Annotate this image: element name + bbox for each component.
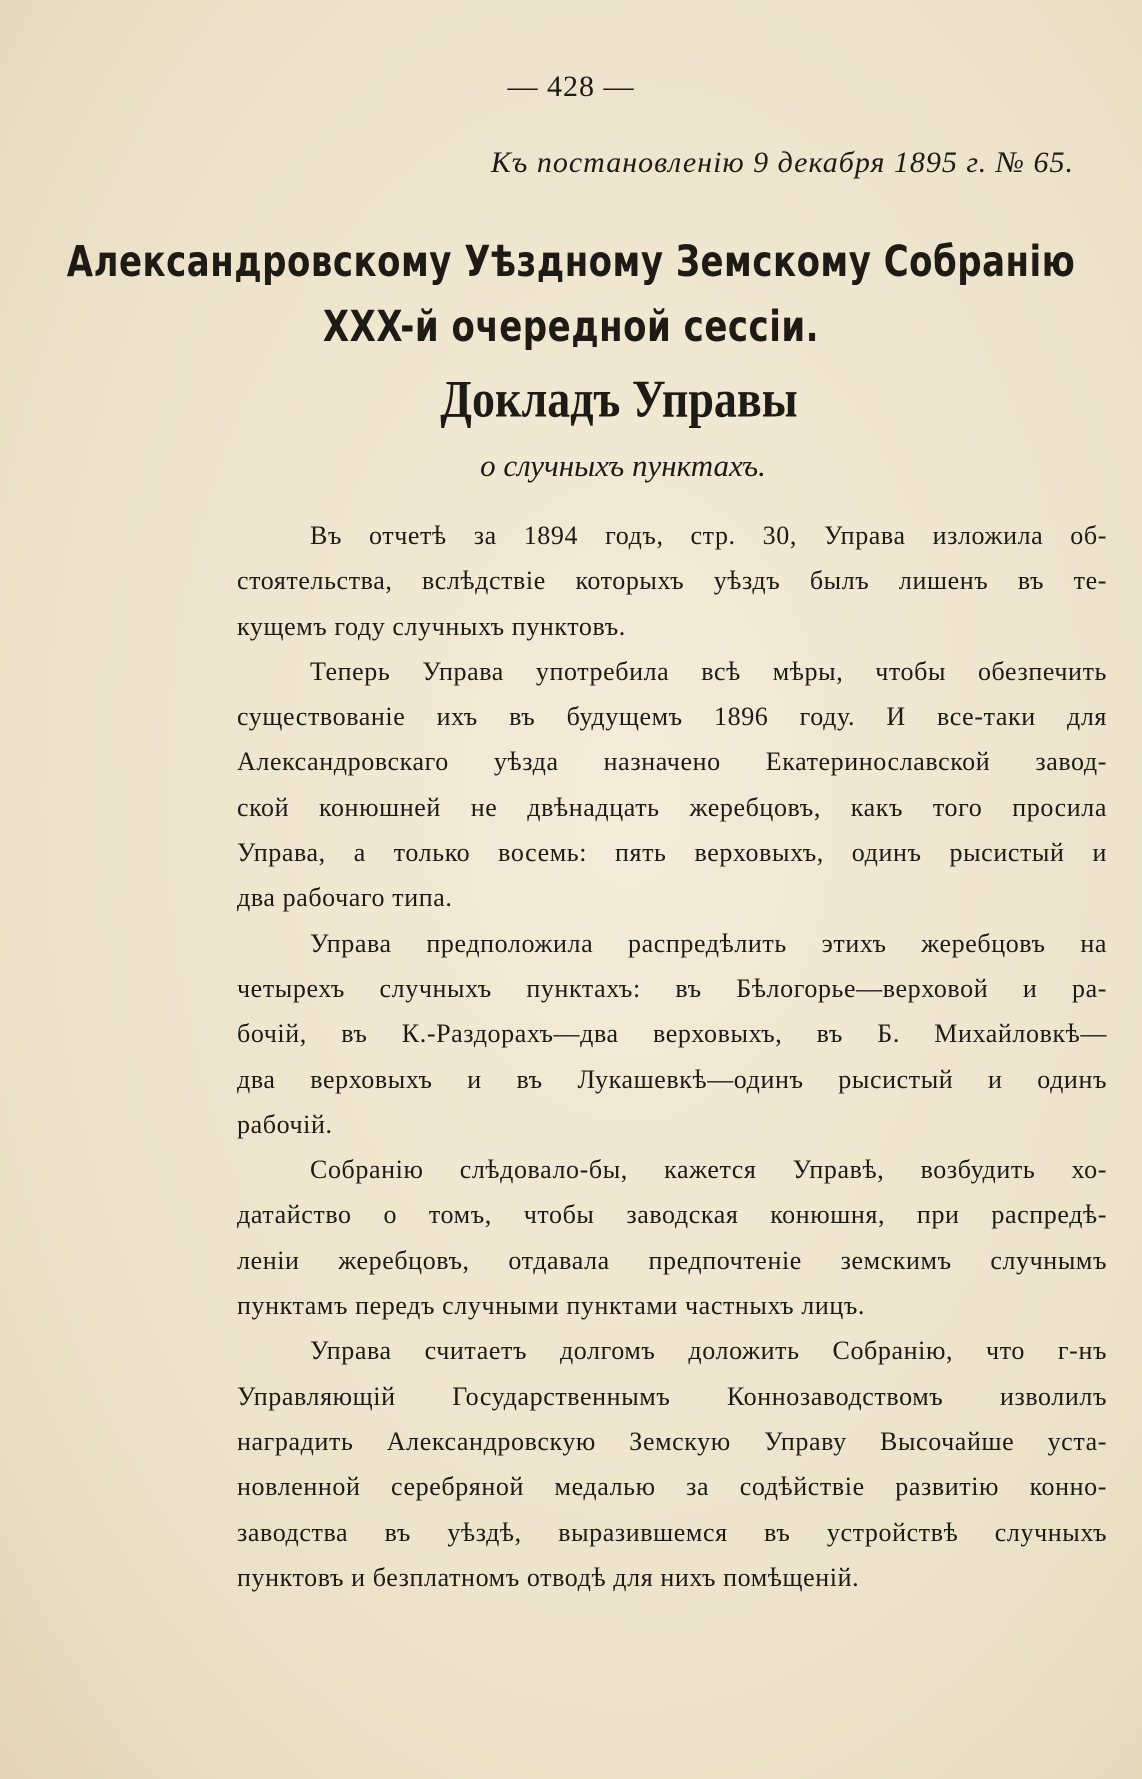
text-line: Въ отчетѣ за 1894 годъ, стр. 30, Управа изложила об- (310, 521, 1107, 550)
text-line: стоятельства, вслѣдствіе которыхъ уѣздъ былъ лишенъ въ те- (237, 566, 1107, 596)
heading-session: XXX-й очередной сессіи. (322, 302, 820, 352)
text-line: существованіе ихъ въ будущемъ 1896 году. И все-таки для (237, 702, 1107, 732)
text-line: Александровскаго уѣзда назначено Екатеринославской завод- (237, 747, 1107, 777)
text-line: наградить Александровскую Земскую Управу Высочайше уста- (237, 1426, 1107, 1456)
text-line: кущемъ году случныхъ пунктовъ. (237, 611, 626, 641)
text-line: Собранію слѣдовало-бы, кажется Управѣ, возбудить хо- (310, 1155, 1107, 1185)
page-number: — 428 — (507, 70, 635, 103)
text-line: новленной серебряной медалью за содѣйствіе развитію конно- (237, 1472, 1107, 1502)
paragraph-1 (237, 513, 1107, 649)
paragraph-3 (237, 921, 1107, 1147)
paragraph-4 (237, 1147, 1107, 1328)
text-line: пунктамъ передъ случными пунктами частныхъ лицъ. (237, 1291, 866, 1321)
text-line: ской конюшней не двѣнадцать жеребцовъ, какъ того просила (237, 792, 1107, 822)
text-line: заводства въ уѣздѣ, выразившемся въ устройствѣ случныхъ (237, 1517, 1107, 1547)
text-line: леніи жеребцовъ, отдавала предпочтеніе земскимъ случнымъ (237, 1245, 1107, 1275)
paragraph-2 (237, 649, 1107, 921)
text-line: бочій, въ К.-Раздорахъ—два верховыхъ, въ Б. Михайловкѣ— (237, 1019, 1107, 1049)
text-line: рабочій. (237, 1109, 333, 1139)
text-line: датайство о томъ, чтобы заводская конюшня, при распредѣ- (237, 1200, 1107, 1230)
report-title: Докладъ Управы (440, 369, 798, 428)
text-line: Управляющій Государственнымъ Коннозаводствомъ изволилъ (237, 1381, 1107, 1411)
resolution-reference: Къ постановленію 9 декабря 1895 г. № 65. (490, 146, 1074, 179)
text-line: Управа считаетъ долгомъ доложить Собранію, что г-нъ (310, 1336, 1107, 1366)
report-body (237, 513, 1107, 1600)
text-line: Теперь Управа употребила всѣ мѣры, чтобы обезпечить (310, 656, 1107, 686)
text-line: Управа предположила распредѣлить этихъ жеребцовъ на (310, 928, 1107, 958)
paragraph-5 (237, 1328, 1107, 1600)
heading-assembly: Александровскому Уѣздному Земскому Собранію (66, 237, 1076, 287)
text-line: пунктовъ и безплатномъ отводѣ для нихъ помѣщеній. (237, 1562, 860, 1592)
report-subject: о случныхъ пунктахъ. (480, 448, 766, 483)
text-line: два верховыхъ и въ Лукашевкѣ—одинъ рысистый и одинъ (237, 1064, 1107, 1094)
text-line: Управа, а только восемь: пять верховыхъ, одинъ рысистый и (237, 838, 1107, 868)
text-line: два рабочаго типа. (237, 883, 453, 913)
text-line: четырехъ случныхъ пунктахъ: въ Бѣлогорье—верховой и ра- (237, 973, 1107, 1003)
